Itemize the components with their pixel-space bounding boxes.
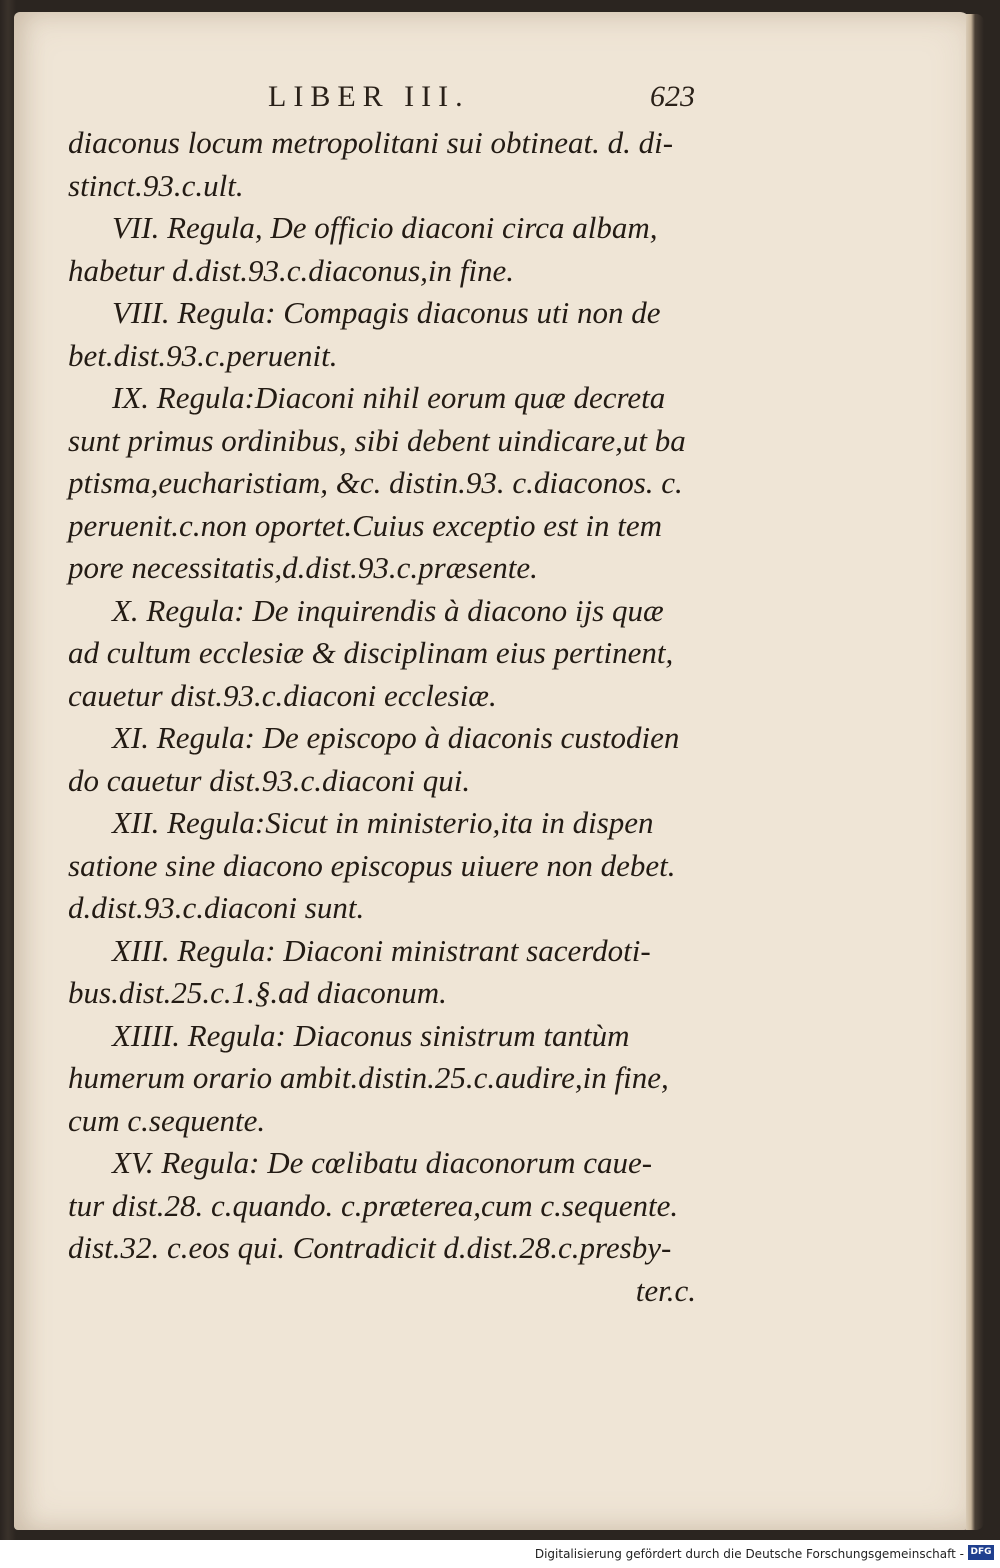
text-line: ptisma,eucharistiam, &c. distin.93. c.diaconos. c. (68, 465, 683, 500)
text-line: stinct.93.c.ult. (68, 167, 244, 203)
text-line: d.dist.93.c.diaconi sunt. (68, 890, 365, 925)
text-line: ad cultum ecclesiæ & disciplinam eius pertinent, (68, 635, 674, 670)
rule-heading-line: XI. Regula: De episcopo à diaconis custodien (112, 720, 680, 755)
rule-heading-line: VII. Regula, De officio diaconi circa albam, (112, 210, 658, 245)
text-line: bus.dist.25.c.1.§.ad diaconum. (68, 975, 447, 1010)
page-number: 623 (650, 80, 695, 113)
text-line: peruenit.c.non oportet.Cuius exceptio est in tem (68, 507, 663, 543)
text-line: cum c.sequente. (68, 1102, 266, 1138)
running-head: LIBER III. (268, 80, 470, 113)
text-line: humerum orario ambit.distin.25.c.audire,in fine, (68, 1060, 669, 1095)
text-line: dist.32. c.eos qui. Contradicit d.dist.28.c.presby- (68, 1230, 672, 1265)
text-line: diaconus locum metropolitani sui obtineat. d. di- (68, 125, 674, 160)
text-line: do cauetur dist.93.c.diaconi qui. (68, 762, 471, 798)
rule-heading-line: IX. Regula:Diaconi nihil eorum quæ decreta (112, 380, 666, 415)
text-line: habetur d.dist.93.c.diaconus,in fine. (68, 252, 515, 288)
rule-heading-line: VIII. Regula: Compagis diaconus uti non de (112, 295, 661, 330)
rule-heading-line: XIIII. Regula: Diaconus sinistrum tantùm (112, 1017, 630, 1053)
rule-heading-line: XIII. Regula: Diaconi ministrant sacerdoti- (112, 932, 651, 968)
text-line: tur dist.28. c.quando. c.præterea,cum c.sequente. (68, 1187, 679, 1223)
text-line: bet.dist.93.c.peruenit. (68, 337, 338, 373)
text-line: pore necessitatis,d.dist.93.c.præsente. (68, 550, 538, 585)
page-edge (966, 14, 984, 1530)
dfg-logo: DFG (968, 1545, 994, 1560)
body-text (68, 122, 708, 1312)
catchword: ter.c. (635, 1272, 696, 1308)
funding-credit: Digitalisierung gefördert durch die Deutsche Forschungsgemeinschaft - (534, 1547, 964, 1561)
text-line: cauetur dist.93.c.diaconi ecclesiæ. (68, 677, 497, 713)
rule-heading-line: X. Regula: De inquirendis à diacono ijs quæ (112, 592, 664, 628)
text-line: sunt primus ordinibus, sibi debent uindicare,ut ba (68, 422, 686, 458)
text-line: satione sine diacono episcopus uiuere non debet. (68, 847, 676, 883)
rule-heading-line: XII. Regula:Sicut in ministerio,ita in dispen (112, 805, 654, 840)
rule-heading-line: XV. Regula: De cœlibatu diaconorum caue- (112, 1145, 653, 1180)
